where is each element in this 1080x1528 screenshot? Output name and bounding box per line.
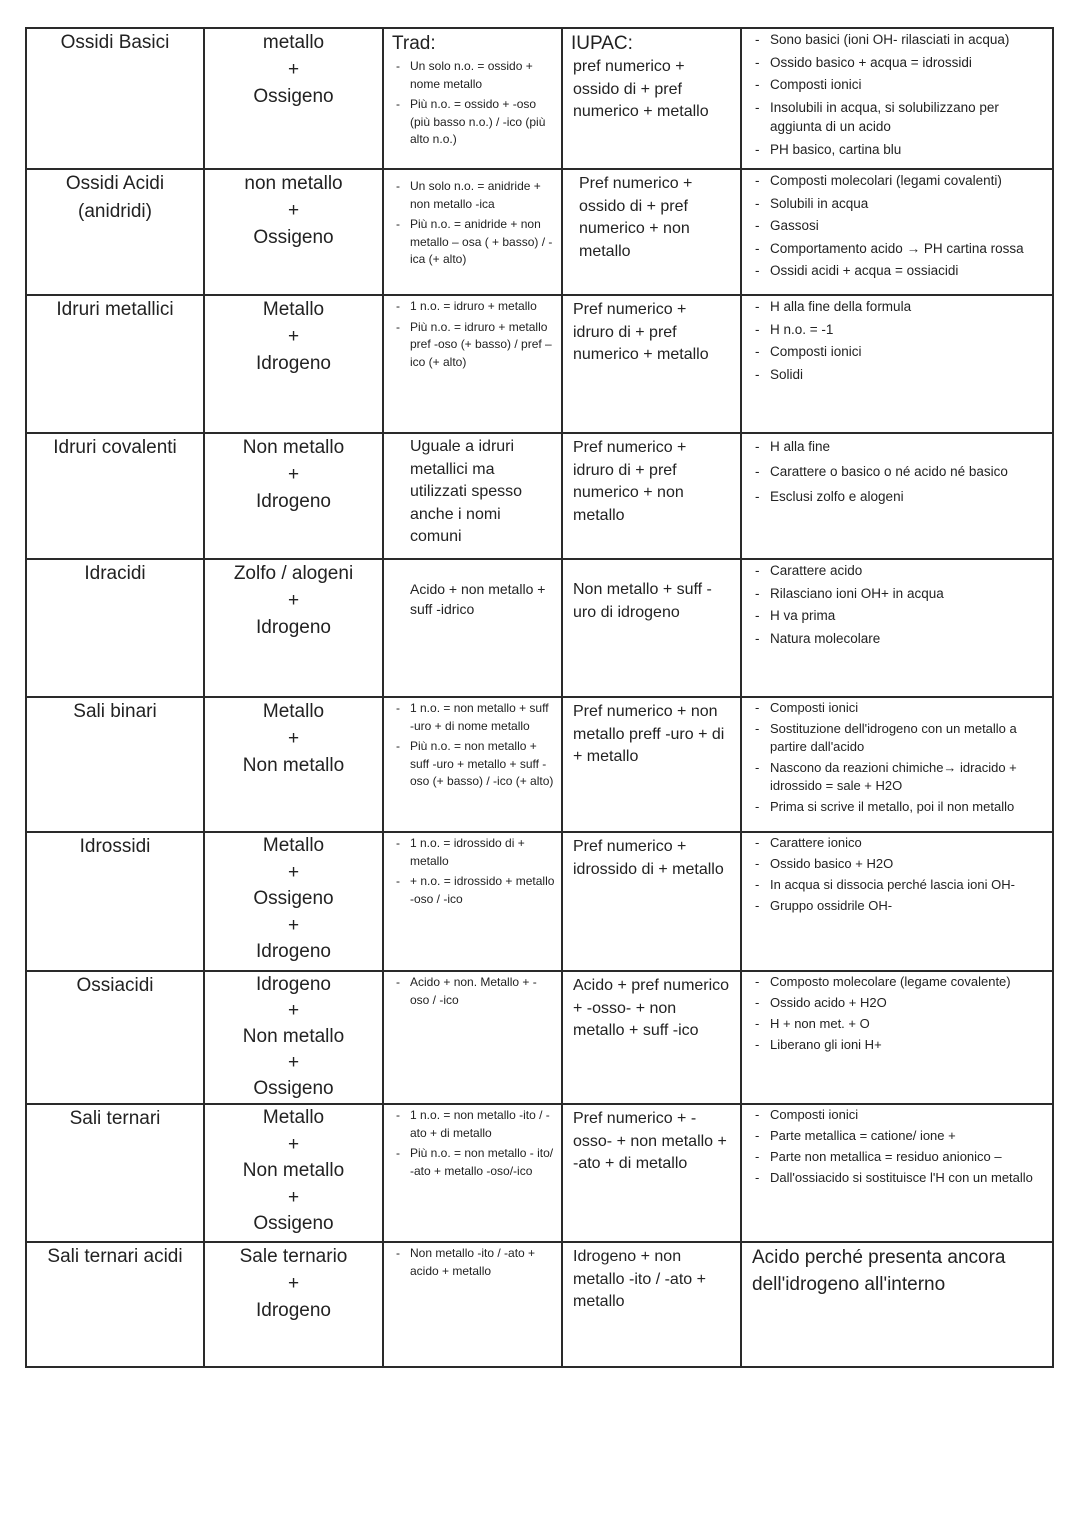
list-item: - Carattere acido (750, 561, 1044, 581)
list-item: - In acqua si dissocia perché lascia ioni OH- (750, 876, 1044, 894)
list-item: - Insolubili in acqua, si solubilizzano per aggiunta di un acido (750, 98, 1044, 137)
list-item: - Solubili in acqua (750, 194, 1044, 214)
traditional-list (384, 1107, 561, 1180)
list-item: - Dall'ossiacido si sostituisce l'H con un metallo (750, 1169, 1044, 1187)
list-item: - Più n.o. = ossido + -oso (più basso n.o.) / -ico (più alto n.o.) (392, 96, 555, 149)
properties-list (742, 834, 1052, 915)
list-item: - Ossido basico + H2O (750, 855, 1044, 873)
traditional-cell (383, 28, 562, 169)
plus-sign: + (287, 861, 300, 883)
properties-text: Acido perché presenta ancora dell'idrogeno all'interno (752, 1247, 1006, 1295)
properties-list (742, 171, 1052, 281)
components-cell (204, 697, 383, 832)
list-item: - Non metallo -ito / -ato + acido + metallo (392, 1245, 555, 1280)
traditional-list (384, 1245, 561, 1280)
compounds-table (25, 27, 1054, 1368)
list-item: - Un solo n.o. = anidride + non metallo -ica (392, 178, 555, 213)
components-cell (204, 1242, 383, 1367)
list-item: - Gruppo ossidrile OH- (750, 897, 1044, 915)
table-row (26, 1104, 1053, 1242)
iupac-cell (562, 28, 741, 169)
list-item: - 1 n.o. = idrossido di + metallo (392, 835, 555, 870)
compound-name: Ossiacidi (76, 975, 154, 996)
list-item: - H n.o. = -1 (750, 320, 1044, 340)
list-item: - Più n.o. = non metallo + suff -uro + metallo + suff -oso (+ basso) / -ico (+ alto) (392, 738, 555, 791)
table-row (26, 169, 1053, 295)
traditional-cell (383, 1242, 562, 1367)
list-item: - 1 n.o. = non metallo + suff -uro + di nome metallo (392, 700, 555, 735)
properties-list (742, 973, 1052, 1054)
traditional-header: Trad: (392, 33, 436, 54)
list-item: - Esclusi zolfo e alogeni (750, 486, 1044, 508)
list-item: - Più n.o. = non metallo - ito/ -ato + metallo -oso/-ico (392, 1145, 555, 1180)
compound-name-cell (26, 433, 204, 559)
component: Non metallo (242, 755, 345, 776)
component: Ossigeno (253, 1213, 334, 1234)
iupac-text: Idrogeno + non metallo -ito / -ato + metallo (573, 1248, 706, 1310)
list-item: - 1 n.o. = idruro + metallo (392, 298, 555, 316)
properties-list (742, 699, 1052, 816)
component: Metallo (262, 835, 325, 856)
component: Zolfo / alogeni (233, 563, 354, 584)
list-item: - Comportamento acido → PH cartina rossa (750, 239, 1044, 259)
plus-sign: + (287, 590, 300, 611)
compound-name: Idracidi (84, 563, 146, 584)
iupac-cell (562, 832, 741, 971)
compound-name-cell (26, 697, 204, 832)
list-item: - Sono basici (ioni OH- rilasciati in acqua) (750, 30, 1044, 50)
list-item: - Liberano gli ioni H+ (750, 1036, 1044, 1054)
properties-list (742, 436, 1052, 508)
table-row (26, 697, 1053, 832)
list-item: - Più n.o. = anidride + non metallo – osa ( + basso) / -ica (+ alto) (392, 216, 555, 269)
traditional-cell (383, 971, 562, 1104)
components-cell (204, 1104, 383, 1242)
component: Sale ternario (239, 1246, 348, 1267)
list-item: - + n.o. = idrossido + metallo -oso / -ico (392, 873, 555, 908)
compound-name: Ossidi Acidi (anidridi) (65, 173, 165, 222)
list-item: - Rilasciano ioni OH+ in acqua (750, 584, 1044, 604)
component: Non metallo (242, 1160, 345, 1181)
iupac-cell (562, 559, 741, 697)
properties-cell (741, 169, 1053, 295)
plus-sign: + (287, 59, 300, 80)
component: Idrogeno (255, 1300, 331, 1321)
list-item: - Composti ionici (750, 75, 1044, 95)
list-item: - Un solo n.o. = ossido + nome metallo (392, 58, 555, 93)
traditional-list (384, 835, 561, 908)
list-item: - Gassosi (750, 216, 1044, 236)
compound-name-cell (26, 295, 204, 433)
traditional-list (384, 58, 561, 149)
iupac-cell (562, 1104, 741, 1242)
component: Ossigeno (253, 1078, 334, 1099)
compound-name: Idrossidi (79, 836, 151, 857)
iupac-text: Non metallo + suff -uro di idrogeno (573, 581, 712, 621)
iupac-text: pref numerico + ossido di + pref numerico + metallo (573, 58, 709, 120)
compound-name: Idruri metallici (56, 299, 174, 320)
traditional-list (384, 974, 561, 1009)
compound-name: Sali ternari acidi (47, 1246, 183, 1267)
component: metallo (262, 32, 325, 53)
list-item: - Composti ionici (750, 699, 1044, 717)
list-item: - PH basico, cartina blu (750, 140, 1044, 160)
properties-cell (741, 832, 1053, 971)
plus-sign: + (287, 200, 300, 221)
traditional-list (384, 178, 561, 269)
traditional-text: Uguale a idruri metallici ma utilizzati spesso anche i nomi comuni (410, 438, 523, 545)
list-item: - Carattere o basico o né acido né basico (750, 461, 1044, 483)
plus-sign: + (287, 1052, 300, 1073)
properties-list (742, 1106, 1052, 1187)
iupac-cell (562, 1242, 741, 1367)
properties-list (742, 561, 1052, 648)
plus-sign: + (287, 464, 300, 485)
traditional-cell (383, 832, 562, 971)
traditional-cell (383, 295, 562, 433)
component: Idrogeno (255, 941, 331, 962)
component: Idrogeno (255, 617, 331, 638)
iupac-text: Pref numerico + idrossido di + metallo (573, 838, 724, 878)
traditional-text: Acido + non metallo + suff -idrico (410, 581, 546, 617)
compound-name: Ossidi Basici (60, 32, 170, 53)
component: Non metallo (242, 437, 345, 458)
properties-list (742, 297, 1052, 384)
list-item: - Carattere ionico (750, 834, 1044, 852)
component: Non metallo (242, 1026, 345, 1047)
iupac-text: Pref numerico + idruro di + pref numerico + metallo (573, 301, 709, 363)
traditional-cell (383, 697, 562, 832)
table-row (26, 433, 1053, 559)
iupac-text: Pref numerico + non metallo preff -uro + di + metallo (573, 703, 725, 765)
component: non metallo (244, 173, 343, 194)
list-item: - Ossidi acidi + acqua = ossiacidi (750, 261, 1044, 281)
list-item: - Solidi (750, 365, 1044, 385)
list-item: - Acido + non. Metallo + -oso / -ico (392, 974, 555, 1009)
component: Metallo (262, 1107, 325, 1128)
iupac-cell (562, 295, 741, 433)
traditional-cell (383, 559, 562, 697)
list-item: - Sostituzione dell'idrogeno con un metallo a partire dall'acido (750, 720, 1044, 756)
iupac-cell (562, 169, 741, 295)
traditional-cell (383, 433, 562, 559)
compound-name-cell (26, 28, 204, 169)
list-item: - 1 n.o. = non metallo -ito / -ato + di metallo (392, 1107, 555, 1142)
compound-name-cell (26, 169, 204, 295)
properties-cell (741, 697, 1053, 832)
properties-cell (741, 1104, 1053, 1242)
component: Ossigeno (253, 888, 334, 909)
table-row (26, 1242, 1053, 1367)
list-item: - Composti ionici (750, 1106, 1044, 1124)
list-item: - Natura molecolare (750, 629, 1044, 649)
plus-sign: + (287, 728, 300, 749)
properties-cell (741, 1242, 1053, 1367)
plus-sign: + (287, 326, 300, 347)
list-item: - Composti ionici (750, 342, 1044, 362)
components-cell (204, 169, 383, 295)
iupac-header: IUPAC: (571, 33, 633, 54)
table-row (26, 832, 1053, 971)
properties-cell (741, 28, 1053, 169)
plus-sign: + (287, 1000, 300, 1021)
plus-sign: + (287, 1186, 300, 1208)
iupac-cell (562, 971, 741, 1104)
list-item: - Prima si scrive il metallo, poi il non metallo (750, 798, 1044, 816)
properties-cell (741, 971, 1053, 1104)
compound-name-cell (26, 832, 204, 971)
table-row (26, 559, 1053, 697)
list-item: - Ossido acido + H2O (750, 994, 1044, 1012)
traditional-cell (383, 1104, 562, 1242)
components-cell (204, 971, 383, 1104)
plus-sign: + (287, 914, 300, 936)
components-cell (204, 433, 383, 559)
iupac-cell (562, 697, 741, 832)
properties-cell (741, 295, 1053, 433)
components-cell (204, 295, 383, 433)
list-item: - Ossido basico + acqua = idrossidi (750, 53, 1044, 73)
list-item: - H alla fine della formula (750, 297, 1044, 317)
compound-name: Sali ternari (69, 1108, 161, 1129)
traditional-cell (383, 169, 562, 295)
list-item: - Composto molecolare (legame covalente) (750, 973, 1044, 991)
components-cell (204, 559, 383, 697)
traditional-list (384, 700, 561, 791)
component: Idrogeno (255, 974, 331, 995)
component: Idrogeno (255, 491, 331, 512)
properties-list (742, 30, 1052, 159)
components-cell (204, 832, 383, 971)
iupac-text: Pref numerico + idruro di + pref numerico + non metallo (573, 439, 687, 524)
list-item: - H + non met. + O (750, 1015, 1044, 1033)
list-item: - Composti molecolari (legami covalenti) (750, 171, 1044, 191)
plus-sign: + (287, 1133, 300, 1155)
plus-sign: + (287, 1273, 300, 1294)
component: Idrogeno (255, 353, 331, 374)
iupac-text: Pref numerico + ossido di + pref numerico + non metallo (579, 175, 693, 260)
list-item: - Parte metallica = catione/ ione + (750, 1127, 1044, 1145)
list-item: - H va prima (750, 606, 1044, 626)
properties-cell (741, 559, 1053, 697)
component: Metallo (262, 701, 325, 722)
components-cell (204, 28, 383, 169)
iupac-text: Acido + pref numerico + -osso- + non metallo + suff -ico (573, 977, 730, 1039)
list-item: - H alla fine (750, 436, 1044, 458)
list-item: - Più n.o. = idruro + metallo pref -oso (+ basso) / pref – ico (+ alto) (392, 319, 555, 372)
table-row (26, 295, 1053, 433)
table-row (26, 971, 1053, 1104)
compound-name: Sali binari (73, 701, 157, 722)
component: Ossigeno (253, 86, 334, 107)
list-item: - Nascono da reazioni chimiche→ idracido + idrossido = sale + H2O (750, 759, 1044, 795)
properties-cell (741, 433, 1053, 559)
iupac-cell (562, 433, 741, 559)
component: Ossigeno (253, 227, 334, 248)
compound-name: Idruri covalenti (53, 437, 177, 458)
compound-name-cell (26, 971, 204, 1104)
compound-name-cell (26, 1242, 204, 1367)
iupac-text: Pref numerico + - osso- + non metallo + -ato + di metallo (573, 1110, 727, 1172)
compound-name-cell (26, 559, 204, 697)
compound-name-cell (26, 1104, 204, 1242)
traditional-list (384, 298, 561, 371)
component: Metallo (262, 299, 325, 320)
list-item: - Parte non metallica = residuo anionico – (750, 1148, 1044, 1166)
table-row (26, 28, 1053, 169)
